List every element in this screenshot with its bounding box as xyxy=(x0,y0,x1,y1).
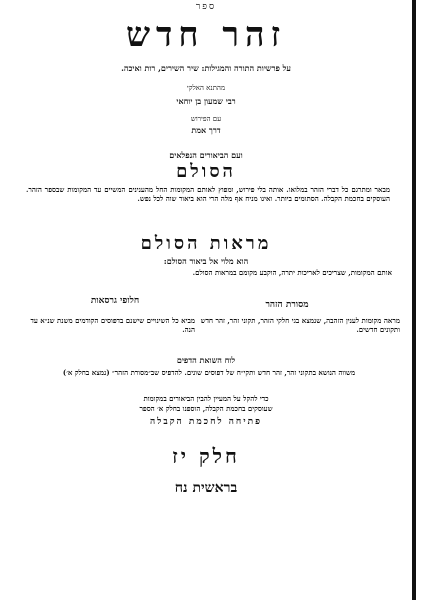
mareot-title: מראות הסולם xyxy=(140,233,272,254)
sulam-title: הסולם xyxy=(176,161,236,182)
left-column-body: מביא כל השינויים שישנם בדפוסים הקודמים משנת שנ״א עד הנה. xyxy=(30,316,195,334)
commentary-prefix: עם הפירוש xyxy=(190,115,222,123)
sefer-label: ספר xyxy=(195,2,217,12)
note-line-1: כדי להקל על המעיין להבין הביאורים במקומות xyxy=(143,394,269,403)
luach-title: לוח השואת הדפים xyxy=(176,355,236,365)
mareot-line2: אותם המקומות, שצריכים לאריכות יתרה, הוקבע מקומם במראות הסולם. xyxy=(192,268,392,277)
left-column-title: חלופי גרסאות xyxy=(90,296,140,306)
sulam-intro: ועם הביאורים הנפלאים xyxy=(169,150,243,160)
note-line-2: שעוסקים בחכמת הקבלה, הוספנו בחלק א׳ הספר xyxy=(139,404,273,413)
intro-title: פתיחה לחכמת הקבלה xyxy=(150,417,262,427)
subtitle: על פרשיות התורה והמגילות: שיר השירים, רות ואיכה. xyxy=(121,63,291,73)
luach-body: משווה הנושא בתקוני זהר, זהר חדש ותקי״ח של דפוסים שונים. להדפיס שב״מסורת הזהר״ (נמצא בחלק א׳) xyxy=(62,368,356,377)
page-border xyxy=(412,0,416,600)
author-name: רבי שמעון בן יוחאי xyxy=(176,96,236,106)
author-prefix: מהתנא האלקי xyxy=(186,84,226,92)
right-column-body: מראה מקומות לענין הזהבה, שנמצא בגי חלקי הזהר, תקוני זהר, זהר חדש ותקונים חדשים. xyxy=(200,316,400,334)
right-column-title: מסורת הזהר xyxy=(265,300,309,310)
sulam-body: מבאר ומתרגם כל דברי הזהר במלואו. אותה בלי פירוש, ומפוץ לאותם המקומות החל מהענינים המשיים עד המקומות שבספר הזהר. העוסקים בחכמת הקבלה. הסתומים ביותר. ואינו מניח אף מלה הרי הוא ביאור שוה לכל נפש. xyxy=(26,185,390,203)
commentary-name: דרך אמת xyxy=(191,125,221,135)
main-title: זהר חדש xyxy=(125,15,287,55)
part-number: חלק יז xyxy=(172,444,240,468)
mareot-line1: הוא מלוי אל ביאור הסולם: xyxy=(163,256,249,266)
parsha-name: בראשית נח xyxy=(174,480,238,496)
